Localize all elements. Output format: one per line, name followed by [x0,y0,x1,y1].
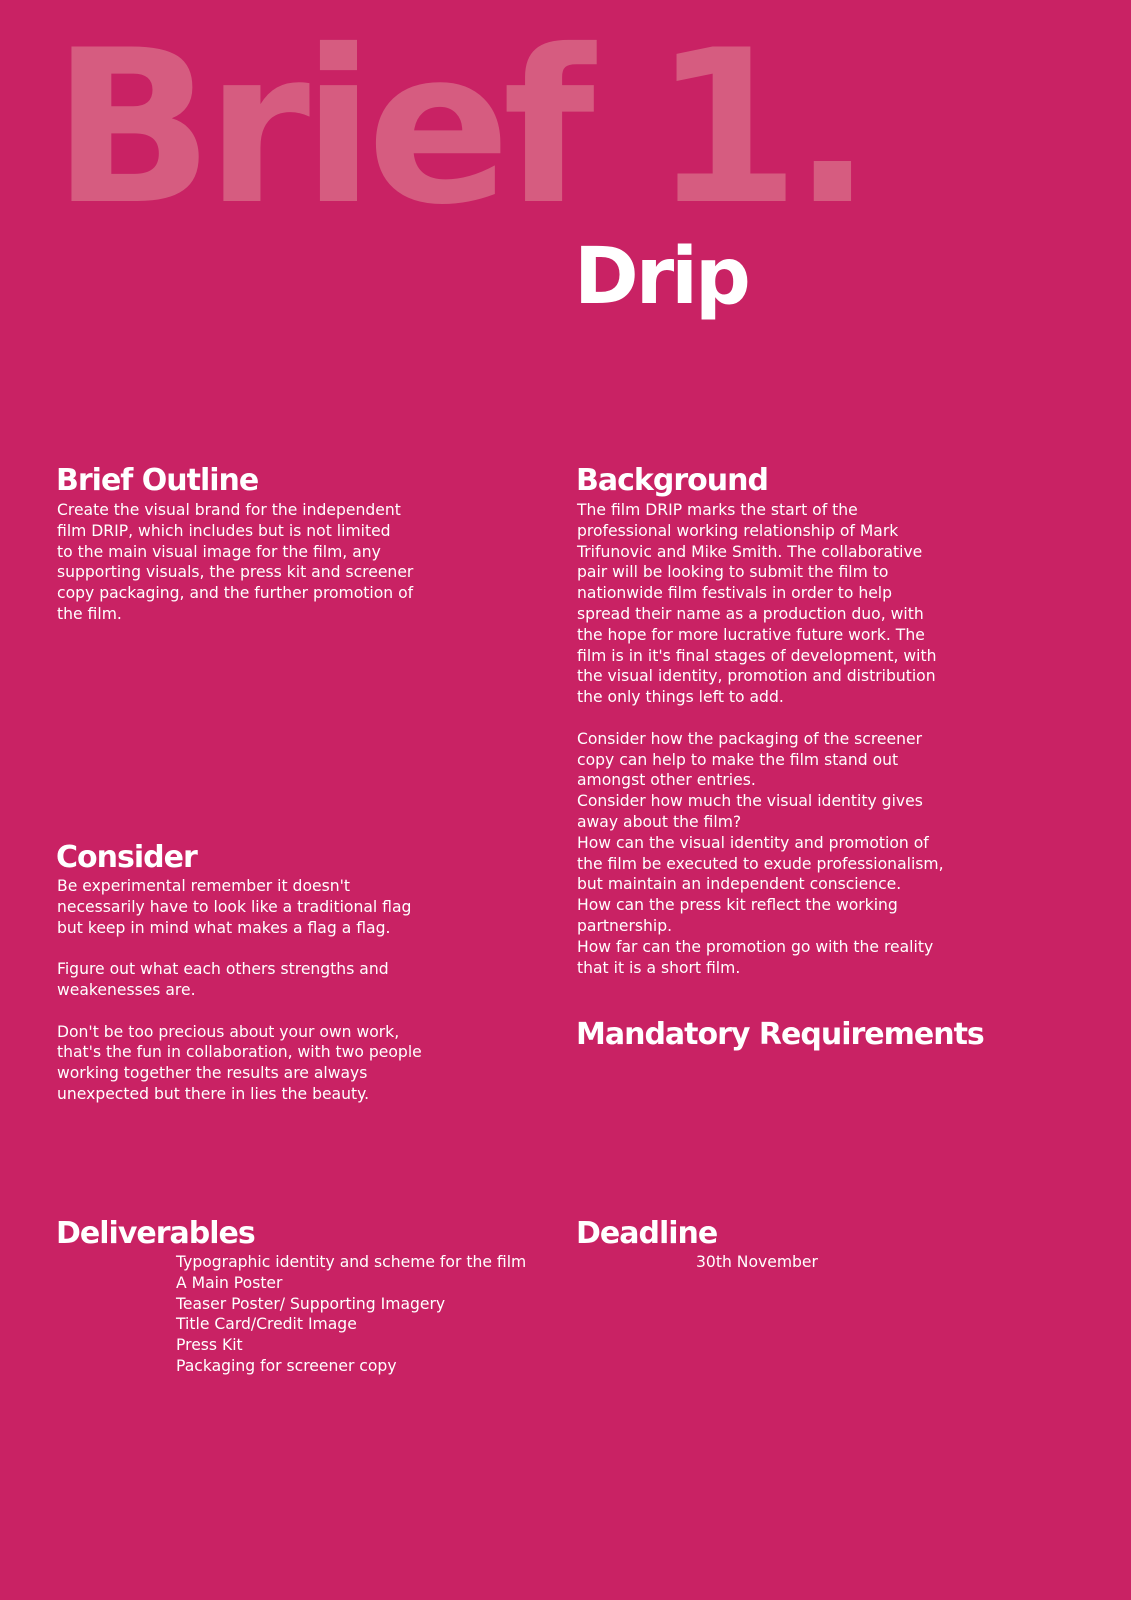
consider-line: weakenesses are. [57,980,196,999]
page-title: Brief 1. [52,4,865,251]
brief-outline-line: to the main visual image for the film, any [57,542,381,561]
list-item: Press Kit [176,1336,243,1355]
brief-outline-line: Create the visual brand for the independent [57,501,401,519]
background-line: the only things left to add. [577,688,784,707]
paragraph-gap [57,938,422,959]
brief-outline-line: copy packaging, and the further promotion of [57,584,414,603]
brief-outline-line: film DRIP, which includes but is not limited [57,521,391,540]
background-line: The film DRIP marks the start of the [577,501,858,519]
consider-line: necessarily have to look like a traditional flag [57,897,412,916]
background-line: How can the press kit reflect the working [577,896,898,915]
background-line: the film be executed to exude professionalism, [577,854,944,873]
background-line: pair will be looking to submit the film to [577,563,889,582]
list-item: A Main Poster [176,1273,283,1292]
brief-outline-text [57,500,413,625]
consider-line: working together the results are always [57,1064,368,1083]
background-line: How far can the promotion go with the reality [577,937,934,956]
background-line: copy can help to make the film stand out [577,750,899,769]
consider-text [57,876,422,1105]
deadline-heading: Deadline [576,1216,718,1251]
consider-line: but keep in mind what makes a flag a flag. [57,918,391,937]
list-item: Title Card/Credit Image [176,1315,357,1334]
consider-line: Be experimental remember it doesn't [57,877,350,895]
background-heading: Background [576,463,768,498]
deliverables-heading: Deliverables [56,1216,255,1251]
paragraph-gap [577,708,944,729]
mandatory-requirements-heading: Mandatory Requirements [576,1017,984,1052]
background-line: away about the film? [577,812,742,831]
deliverables-list [176,1252,526,1377]
background-line: the visual identity, promotion and distribution [577,667,936,686]
consider-line: Figure out what each others strengths and [57,960,389,979]
background-line: How can the visual identity and promotion of [577,833,929,852]
paragraph-gap [57,1001,422,1022]
list-item: Typographic identity and scheme for the film [176,1253,527,1271]
list-item: Teaser Poster/ Supporting Imagery [176,1294,446,1313]
background-text [577,500,944,978]
background-line: partnership. [577,916,673,935]
background-line: Trifunovic and Mike Smith. The collaborative [577,542,923,561]
background-line: professional working relationship of Mark [577,521,899,540]
background-line: Consider how much the visual identity gives [577,792,923,811]
background-line: Consider how the packaging of the screener [577,729,922,748]
consider-line: that's the fun in collaboration, with two people [57,1043,422,1062]
consider-heading: Consider [56,840,197,875]
background-line: spread their name as a production duo, with [577,604,924,623]
consider-line: unexpected but there in lies the beauty. [57,1084,370,1103]
brief-outline-line: the film. [57,604,122,623]
deadline-date: 30th November [696,1253,818,1271]
consider-line: Don't be too precious about your own work, [57,1022,400,1041]
background-line: the hope for more lucrative future work. The [577,625,925,644]
background-line: amongst other entries. [577,771,756,790]
brief-outline-heading: Brief Outline [56,463,259,498]
page-subtitle: Drip [574,232,748,322]
background-line: film is in it's final stages of development, with [577,646,937,665]
list-item: Packaging for screener copy [176,1356,397,1375]
background-line: that it is a short film. [577,958,741,977]
brief-outline-line: supporting visuals, the press kit and screener [57,563,414,582]
background-line: nationwide film festivals in order to help [577,584,893,603]
background-line: but maintain an independent conscience. [577,875,902,894]
